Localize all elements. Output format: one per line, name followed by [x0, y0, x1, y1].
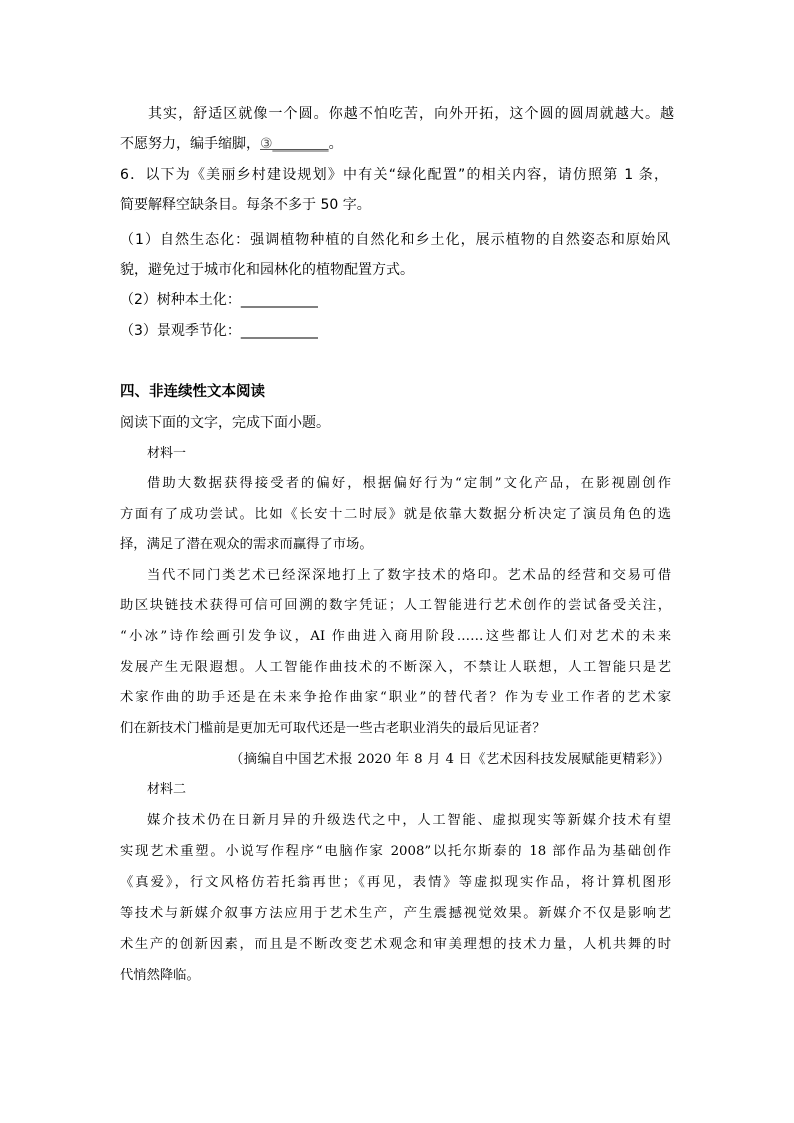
answer-blank: ③________ [260, 136, 329, 152]
material-2-line: 《真爱》，行文风格仿若托翁再世；《再见，表情》等虚拟现实作品，将计算机图形 [120, 875, 671, 890]
paragraph-text: 不愿努力，编手缩脚， [120, 136, 260, 152]
material-2-line: 术生产的创新因素，而且是不断改变艺术观念和审美理想的技术力量，人机共舞的时 [120, 937, 671, 952]
section-heading: 四、非连续性文本阅读 [120, 384, 265, 400]
material-1-line: 助区块链技术获得可信可回溯的数字凭证；人工智能进行艺术创作的尝试备受关注， [120, 598, 671, 613]
question-6-line: 简要解释空缺条目。每条不多于 50 字。 [120, 197, 371, 213]
material-1-line: 术家作曲的助手还是在未来争抢作曲家“职业”的替代者？作为专业工作者的艺术家 [120, 690, 671, 705]
material-2-line: 代悄然降临。 [120, 968, 200, 983]
section-intro: 阅读下面的文字，完成下面小题。 [120, 415, 330, 431]
item-2: （2）树种本土化：___________ [120, 292, 318, 308]
material-2-line: 等技术与新媒介叙事方法应用于艺术生产，产生震撼视觉效果。新媒介不仅是影响艺 [120, 906, 671, 921]
material-2-label: 材料二 [147, 782, 187, 797]
material-1-source: （摘编自中国艺术报 2020 年 8 月 4 日《艺术因科技发展赋能更精彩》） [230, 752, 670, 767]
material-1-line: “小冰”诗作绘画引发争议，AI 作曲进入商用阶段……这些都让人们对艺术的未来 [120, 629, 671, 644]
item-3: （3）景观季节化：___________ [120, 323, 318, 339]
item-1-line: 貌，避免过于城市化和园林化的植物配置方式。 [120, 262, 414, 278]
material-1-line: 方面有了成功尝试。比如《长安十二时辰》就是依靠大数据分析决定了演员角色的选 [120, 507, 671, 522]
material-1-line: 借助大数据获得接受者的偏好，根据偏好行为“定制”文化产品，在影视剧创作 [147, 476, 671, 491]
material-1-line: 们在新技术门槛前是更加无可取代还是一些古老职业消失的最后见证者？ [120, 721, 546, 736]
material-2-line: 实现艺术重塑。小说写作程序“电脑作家 2008”以托尔斯泰的 18 部作品为基础创作 [120, 844, 671, 859]
paragraph-line [120, 134, 343, 154]
item-1-line: （1）自然生态化：强调植物种植的自然化和乡土化，展示植物的自然姿态和原始风 [120, 232, 670, 248]
paragraph-text: 。 [328, 136, 343, 152]
question-6-line: 6．以下为《美丽乡村建设规划》中有关“绿化配置”的相关内容，请仿照第 1 条， [120, 167, 668, 183]
paragraph-line: 其实，舒适区就像一个圆。你越不怕吃苦，向外开拓，这个圆的圆周就越大。越 [148, 106, 674, 122]
material-1-line: 发展产生无限遐想。人工智能作曲技术的不断深入，不禁让人联想，人工智能只是艺 [120, 660, 671, 675]
material-1-label: 材料一 [147, 446, 187, 461]
material-1-line: 当代不同门类艺术已经深深地打上了数字技术的烙印。艺术品的经营和交易可借 [147, 568, 671, 583]
material-1-line: 择，满足了潜在观众的需求而赢得了市场。 [120, 537, 373, 552]
material-2-line: 媒介技术仍在日新月异的升级迭代之中，人工智能、虚拟现实等新媒介技术有望 [147, 813, 671, 828]
